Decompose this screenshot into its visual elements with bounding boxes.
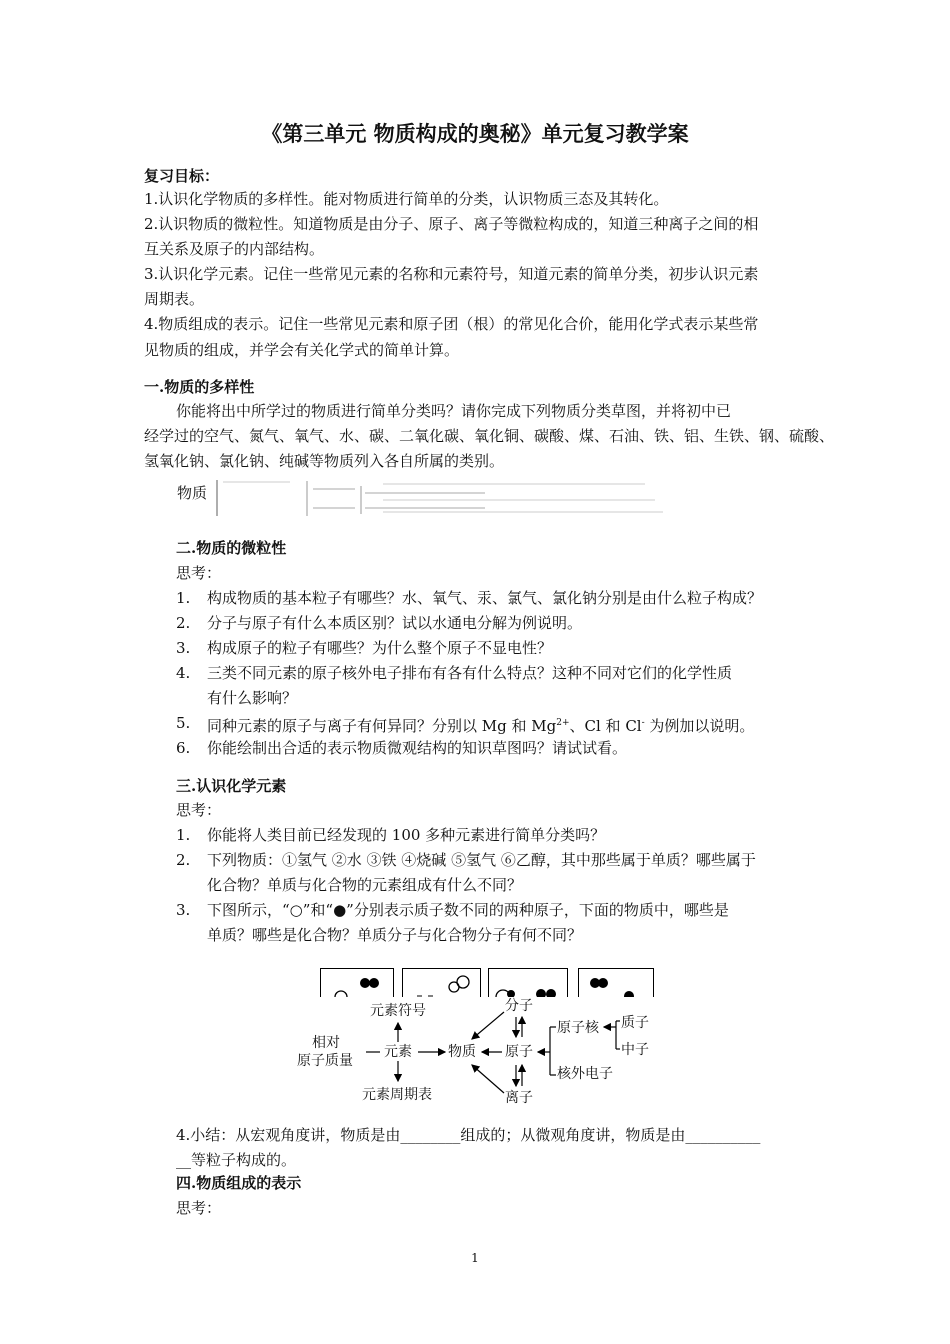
map-neutron: 中子 bbox=[621, 1042, 649, 1058]
classification-tree-sketch bbox=[215, 478, 665, 518]
map-proton: 质子 bbox=[621, 1015, 649, 1031]
goals-heading: 复习目标： bbox=[144, 167, 220, 185]
page-number: 1 bbox=[471, 1251, 479, 1265]
summary-line: __等粒子构成的。 bbox=[176, 1151, 297, 1169]
list-item-continued: 化合物？单质与化合物的元素组成有什么不同？ bbox=[207, 876, 523, 894]
list-item: 构成原子的粒子有哪些？为什么整个原子不显电性？ bbox=[207, 639, 553, 657]
tree-root-label: 物质 bbox=[177, 484, 208, 502]
goal-line: 互关系及原子的内部结构。 bbox=[144, 240, 325, 258]
map-relative: 相对 bbox=[312, 1035, 340, 1051]
goal-line: 周期表。 bbox=[144, 290, 205, 308]
map-electron: 核外电子 bbox=[557, 1066, 613, 1082]
list-item: 三类不同元素的原子核外电子排布有各有什么特点？这种不同对它们的化学性质 bbox=[207, 664, 733, 682]
molecule-box-c bbox=[488, 968, 568, 997]
think-label: 思考： bbox=[176, 564, 222, 582]
list-item: 下图所示，“○”和“●”分别表示质子数不同的两种原子，下面的物质中，哪些是 bbox=[207, 901, 729, 919]
list-number: 2. bbox=[176, 851, 191, 869]
list-number: 3. bbox=[176, 901, 191, 919]
summary-line: 4.小结：从宏观角度讲，物质是由________组成的；从微观角度讲，物质是由__________ bbox=[176, 1126, 761, 1144]
map-molecule: 分子 bbox=[505, 998, 533, 1014]
map-element-symbol: 元素符号 bbox=[370, 1003, 426, 1019]
list-number: 2. bbox=[176, 614, 191, 632]
list-item-continued: 有什么影响？ bbox=[207, 689, 298, 707]
goal-line: 2.认识物质的微粒性。知道物质是由分子、原子、离子等微粒构成的，知道三种离子之间的相 bbox=[144, 215, 759, 233]
list-item: 下列物质：①氢气 ②水 ③铁 ④烧碱 ⑤氢气 ⑥乙醇，其中那些属于单质？哪些属于 bbox=[207, 851, 756, 869]
molecule-box-b bbox=[402, 968, 481, 997]
section1-heading: 一.物质的多样性 bbox=[144, 378, 255, 396]
molecule-box-a bbox=[320, 968, 394, 997]
list-number: 5. bbox=[176, 714, 191, 732]
goal-line: 3.认识化学元素。记住一些常见元素的名称和元素符号，知道元素的简单分类，初步认识元素 bbox=[144, 265, 759, 283]
think-label: 思考： bbox=[176, 801, 222, 819]
section1-line: 氢氧化钠、氯化钠、纯碱等物质列入各自所属的类别。 bbox=[144, 452, 505, 470]
list-item: 同种元素的原子与离子有何异同？分别以 Mg 和 $Mg^{2+}$、Cl 和 Cl- 为例加以说明。 bbox=[207, 717, 755, 735]
goal-line: 见物质的组成，并学会有关化学式的简单计算。 bbox=[144, 341, 460, 359]
section4-heading: 四.物质组成的表示 bbox=[176, 1174, 302, 1192]
section1-line: 经学过的空气、氮气、氧气、水、碳、二氧化碳、氧化铜、碳酸、煤、石油、铁、铝、生铁、钢、硫酸、 bbox=[144, 427, 835, 445]
goal-line: 4.物质组成的表示。记住一些常见元素和原子团（根）的常见化合价，能用化学式表示某些常 bbox=[144, 315, 759, 333]
map-atomic-mass: 原子质量 bbox=[297, 1053, 353, 1069]
map-periodic-table: 元素周期表 bbox=[362, 1087, 432, 1103]
map-matter: 物质 bbox=[448, 1044, 476, 1060]
list-number: 1. bbox=[176, 826, 191, 844]
section3-heading: 三.认识化学元素 bbox=[176, 777, 287, 795]
think-label: 思考： bbox=[176, 1199, 222, 1217]
list-item: 你能绘制出合适的表示物质微观结构的知识草图吗？请试试看。 bbox=[207, 739, 628, 757]
list-number: 6. bbox=[176, 739, 191, 757]
map-atom: 原子 bbox=[505, 1044, 533, 1060]
list-item: 分子与原子有什么本质区别？试以水通电分解为例说明。 bbox=[207, 614, 583, 632]
list-number: 1. bbox=[176, 589, 191, 607]
map-ion: 离子 bbox=[505, 1090, 533, 1106]
molecule-box-d bbox=[578, 968, 654, 997]
map-nucleus: 原子核 bbox=[557, 1020, 599, 1036]
list-item: 构成物质的基本粒子有哪些？水、氧气、汞、氯气、氯化钠分别是由什么粒子构成？ bbox=[207, 589, 763, 607]
section2-heading: 二.物质的微粒性 bbox=[176, 539, 287, 557]
section1-line: 你能将出中所学过的物质进行简单分类吗？请你完成下列物质分类草图，并将初中已 bbox=[176, 402, 732, 420]
list-number: 4. bbox=[176, 664, 191, 682]
list-item-continued: 单质？哪些是化合物？单质分子与化合物分子有何不同？ bbox=[207, 926, 583, 944]
map-element: 元素 bbox=[384, 1044, 412, 1060]
page-title: 《第三单元 物质构成的奥秘》单元复习教学案 bbox=[261, 121, 689, 146]
list-number: 3. bbox=[176, 639, 191, 657]
goal-line: 1.认识化学物质的多样性。能对物质进行简单的分类，认识物质三态及其转化。 bbox=[144, 190, 669, 208]
list-item: 你能将人类目前已经发现的 100 多种元素进行简单分类吗？ bbox=[207, 826, 606, 844]
